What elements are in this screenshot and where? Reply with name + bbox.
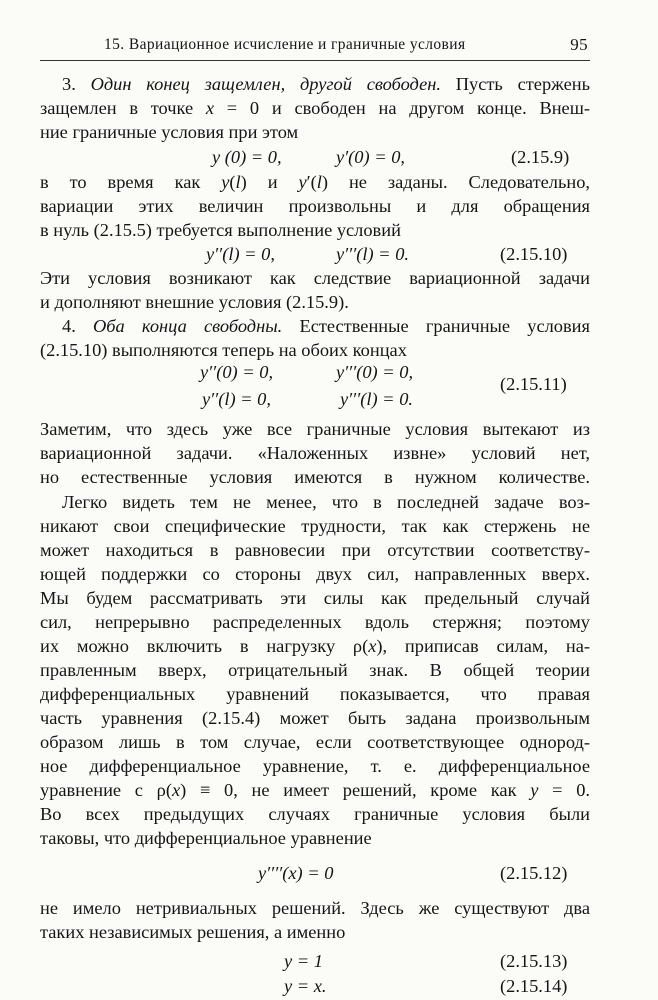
text-line: 3. Один конец защемлен, другой свободен. Пусть стержень [62, 74, 591, 94]
text-line: их можно включить в нагрузку ρ(x), приписав силам, на- [40, 636, 590, 656]
equation-2-15-10-a: y′′(l) = 0, [206, 244, 275, 264]
text-line: ное дифференциальное уравнение, т. е. дифференциальное [40, 756, 590, 776]
chapter-title: 15. Вариационное исчисление и граничные условия [104, 36, 466, 53]
text-line: вариационной задачи. «Наложенных извне» условий нет, [40, 443, 590, 463]
equation-2-15-11-a: y′′(0) = 0, [200, 362, 274, 382]
text-line: но естественные условия имеются в нужном количестве. [40, 467, 590, 487]
equation-number: (2.15.13) [500, 951, 568, 971]
text-line: защемлен в точке x = 0 и свободен на другом конце. Внеш- [40, 98, 590, 118]
text-line: сил, непрерывно распределенных вдоль стержня; поэтому [40, 612, 590, 632]
text-line: ние граничные условия при этом [40, 122, 299, 142]
text-line: Эти условия возникают как следствие вариационной задачи [40, 268, 590, 288]
equation-2-15-13: y = 1 [284, 951, 323, 971]
text-line: образом лишь в том случае, если соответствующее однород- [40, 732, 590, 752]
text-line: (2.15.10) выполняются теперь на обоих концах [40, 340, 407, 360]
text-line: Мы будем рассматривать эти силы как предельный случай [40, 588, 590, 608]
text-line: в то время как y(l) и y′(l) не заданы. Следовательно, [40, 172, 590, 192]
text-line: не имело нетривиальных решений. Здесь же существуют два [40, 898, 590, 918]
page-number: 95 [570, 35, 588, 54]
equation-2-15-14: y = x. [284, 976, 327, 996]
equation-2-15-11-b: y′′′(0) = 0, [336, 362, 414, 382]
text-line: дифференциальных уравнений показывается, что правая [40, 684, 590, 704]
equation-number: (2.15.12) [500, 863, 568, 883]
case3-heading: Один конец защемлен, другой свободен. [90, 74, 441, 94]
text-line: может находиться в равновесии при отсутствии соответству- [40, 540, 590, 560]
text-line: таковы, что дифференциальное уравнение [40, 828, 372, 848]
equation-2-15-9-b: y′(0) = 0, [336, 147, 406, 167]
case4-heading: Оба конца свободны. [93, 316, 283, 336]
text-line: уравнение с ρ(x) ≡ 0, не имеет решений, кроме как y = 0. [40, 780, 590, 800]
text-line: 4. Оба конца свободны. Естественные граничные условия [62, 316, 590, 336]
equation-2-15-11-c: y′′(l) = 0, [202, 389, 271, 409]
equation-2-15-12: y′′′′(x) = 0 [258, 863, 334, 883]
equation-2-15-9-a: y (0) = 0, [212, 147, 282, 167]
text-line: никают свои специфические трудности, так как стержень не [40, 516, 590, 536]
equation-2-15-10-b: y′′′(l) = 0. [336, 244, 409, 264]
text-line: таких независимых решения, а именно [40, 922, 346, 942]
text-line: Заметим, что здесь уже все граничные условия вытекают из [40, 419, 590, 439]
running-header [40, 36, 590, 61]
text-line: ющей поддержки со стороны двух сил, направленных вверх. [40, 564, 590, 584]
equation-number: (2.15.10) [500, 244, 568, 264]
equation-number: (2.15.14) [500, 976, 568, 996]
text-line: вариации этих величин произвольны и для обращения [40, 196, 590, 216]
text-line: Во всех предыдущих случаях граничные условия были [40, 804, 590, 824]
text-line: правленным вверх, отрицательный знак. В общей теории [40, 660, 590, 680]
text-line: часть уравнения (2.15.4) может быть задана произвольным [40, 708, 590, 728]
text-line: Легко видеть тем не менее, что в последней задаче воз- [62, 492, 590, 512]
equation-number: (2.15.9) [511, 147, 570, 167]
equation-2-15-11-d: y′′′(l) = 0. [340, 389, 413, 409]
text-line: в нуль (2.15.5) требуется выполнение условий [40, 220, 401, 240]
equation-number: (2.15.11) [500, 374, 567, 394]
text-line: и дополняют внешние условия (2.15.9). [40, 292, 349, 312]
